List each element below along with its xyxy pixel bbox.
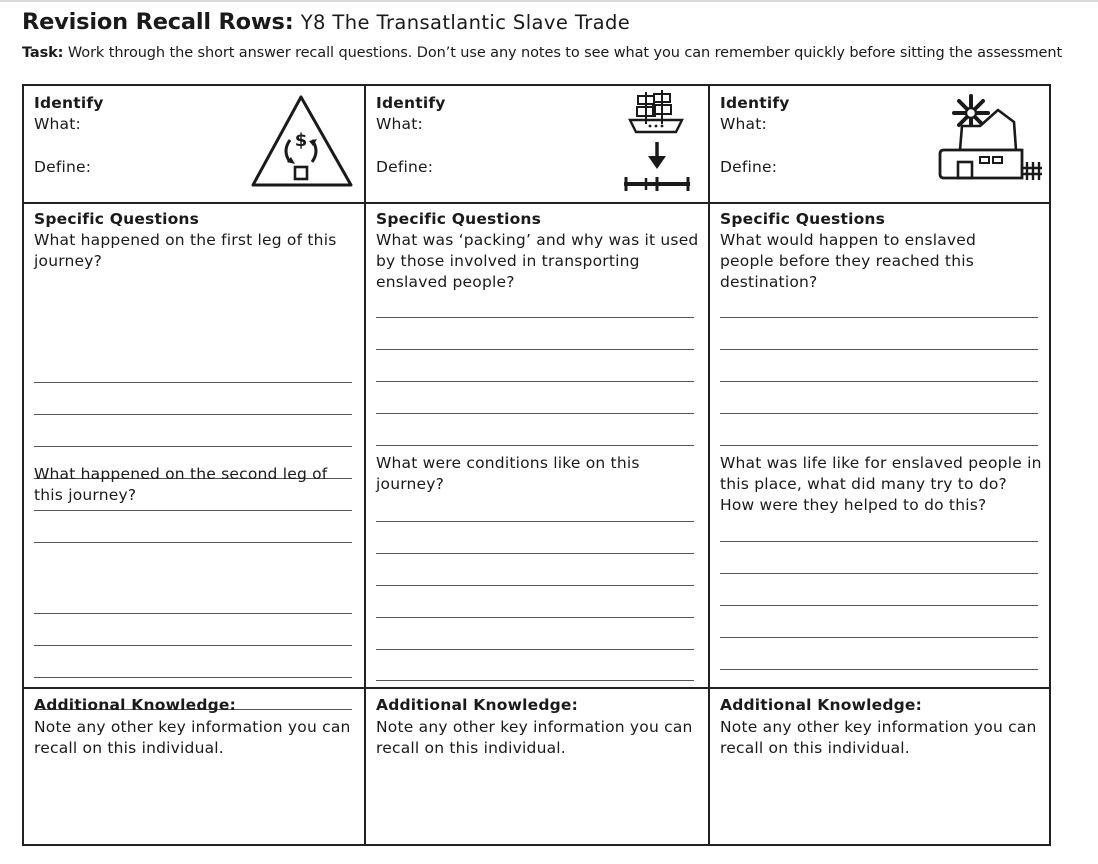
define-label: Define: bbox=[720, 158, 778, 176]
additional-heading: Additional Knowledge: bbox=[34, 696, 237, 714]
answer-line[interactable] bbox=[376, 649, 694, 650]
specific-cell-3 bbox=[710, 203, 1051, 687]
title-subject: Y8 The Transatlantic Slave Trade bbox=[300, 11, 631, 34]
triangle-trade-money-icon bbox=[251, 94, 355, 188]
title-bold: Revision Recall Rows: bbox=[22, 9, 294, 35]
task-instructions bbox=[22, 45, 1062, 61]
revision-grid bbox=[22, 84, 1051, 846]
answer-line[interactable] bbox=[34, 446, 352, 447]
answer-line[interactable] bbox=[720, 317, 1038, 318]
question-second-leg: What happened on the second leg of this journey? bbox=[34, 465, 328, 504]
answer-line[interactable] bbox=[720, 573, 1038, 574]
answer-line[interactable] bbox=[34, 510, 352, 511]
answer-line[interactable] bbox=[376, 521, 694, 522]
specific-cell-1 bbox=[24, 203, 364, 687]
answer-line[interactable] bbox=[720, 349, 1038, 350]
answer-line[interactable] bbox=[376, 680, 694, 681]
question-life-in-place: What was life like for enslaved people in this place, what did many try to do? How were they helped to do this? bbox=[720, 454, 1042, 514]
identify-heading: Identify bbox=[34, 94, 104, 112]
answer-line[interactable] bbox=[376, 349, 694, 350]
answer-line[interactable] bbox=[720, 605, 1038, 606]
identify-cell-1 bbox=[24, 86, 364, 202]
question-first-leg: What happened on the first leg of this journey? bbox=[34, 231, 337, 270]
answer-line[interactable] bbox=[34, 613, 352, 614]
answer-line[interactable] bbox=[376, 413, 694, 414]
answer-line[interactable] bbox=[720, 413, 1038, 414]
answer-line[interactable] bbox=[376, 381, 694, 382]
svg-text:$: $ bbox=[294, 130, 308, 151]
what-label: What: bbox=[720, 115, 767, 133]
answer-line[interactable] bbox=[34, 414, 352, 415]
answer-line[interactable] bbox=[376, 617, 694, 618]
additional-text: Note any other key information you can recall on this individual. bbox=[34, 718, 351, 757]
answer-line[interactable] bbox=[720, 381, 1038, 382]
question-packing: What was ‘packing’ and why was it used by those involved in transporting enslaved people? bbox=[376, 231, 699, 291]
additional-heading: Additional Knowledge: bbox=[376, 696, 579, 714]
task-text: Work through the short answer recall questions. Don’t use any notes to see what you can remember quickly before sitting the assessment bbox=[67, 45, 1063, 61]
specific-cell-2 bbox=[366, 203, 708, 687]
what-label: What: bbox=[34, 115, 81, 133]
define-label: Define: bbox=[376, 158, 434, 176]
identify-cell-2 bbox=[366, 86, 708, 202]
specific-heading: Specific Questions bbox=[720, 210, 886, 228]
answer-line[interactable] bbox=[720, 669, 1038, 670]
answer-line[interactable] bbox=[34, 677, 352, 678]
define-label: Define: bbox=[34, 158, 92, 176]
answer-line[interactable] bbox=[376, 317, 694, 318]
specific-heading: Specific Questions bbox=[34, 210, 200, 228]
ship-journey-icon bbox=[620, 88, 694, 200]
answer-line[interactable] bbox=[720, 637, 1038, 638]
answer-line[interactable] bbox=[34, 542, 352, 543]
specific-heading: Specific Questions bbox=[376, 210, 542, 228]
answer-line[interactable] bbox=[720, 541, 1038, 542]
question-before-destination: What would happen to enslaved people before they reached this destination? bbox=[720, 231, 977, 291]
additional-cell-3[interactable] bbox=[710, 688, 1051, 846]
additional-text: Note any other key information you can recall on this individual. bbox=[376, 718, 693, 757]
answer-line[interactable] bbox=[34, 645, 352, 646]
identify-heading: Identify bbox=[720, 94, 790, 112]
answer-line[interactable] bbox=[376, 553, 694, 554]
answer-line[interactable] bbox=[376, 445, 694, 446]
additional-text: Note any other key information you can recall on this individual. bbox=[720, 718, 1037, 757]
additional-heading: Additional Knowledge: bbox=[720, 696, 923, 714]
task-label: Task: bbox=[22, 45, 64, 61]
identify-heading: Identify bbox=[376, 94, 446, 112]
answer-line[interactable] bbox=[720, 445, 1038, 446]
question-conditions: What were conditions like on this journey? bbox=[376, 454, 640, 493]
identify-cell-3 bbox=[710, 86, 1051, 202]
page-title bbox=[22, 9, 630, 35]
answer-line[interactable] bbox=[34, 382, 352, 383]
top-border bbox=[0, 0, 1098, 2]
additional-cell-1[interactable] bbox=[24, 688, 364, 846]
plantation-windmill-icon bbox=[938, 92, 1044, 190]
what-label: What: bbox=[376, 115, 423, 133]
additional-cell-2[interactable] bbox=[366, 688, 708, 846]
answer-line[interactable] bbox=[376, 585, 694, 586]
